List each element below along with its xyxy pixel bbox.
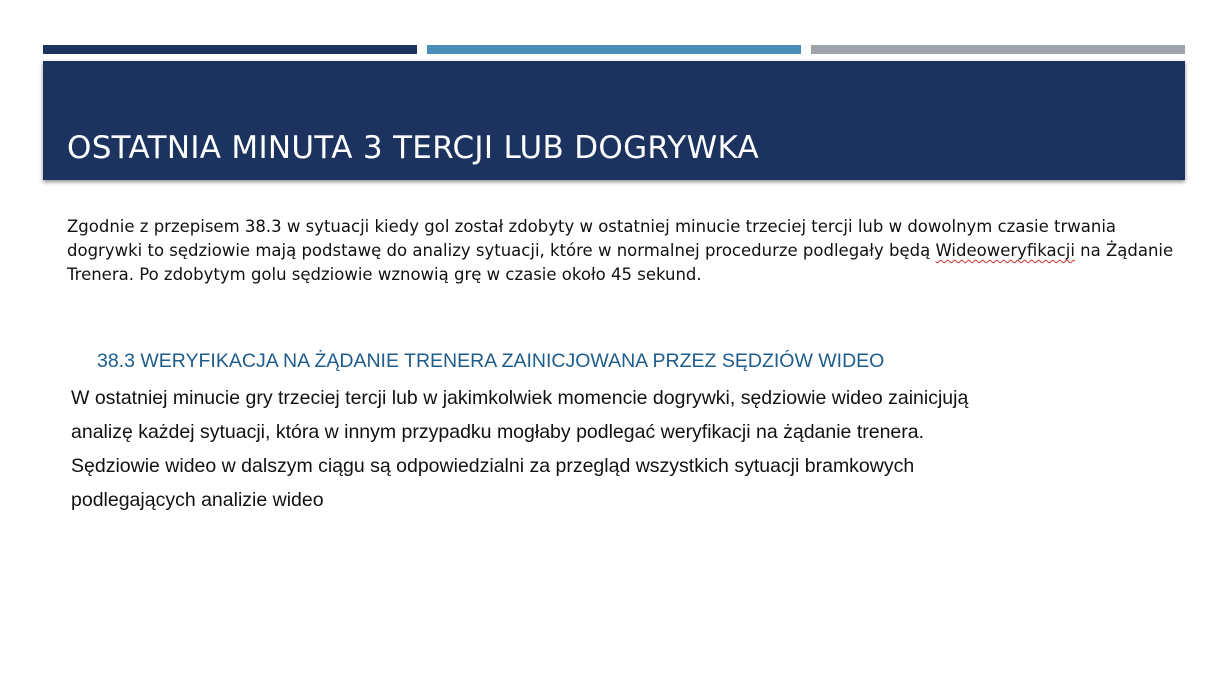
spellcheck-flagged-word: Wideoweryfikacji [935,241,1075,260]
rule-heading: 38.3 WERYFIKACJA NA ŻĄDANIE TRENERA ZAINICJOWANA PRZEZ SĘDZIÓW WIDEO [97,350,885,372]
accent-bar-gray [811,45,1185,54]
accent-bar-navy [43,45,417,54]
rule-paragraph-1: W ostatniej minucie gry trzeciej tercji lub w jakimkolwiek momencie dogrywki, sędziowie wideo zainicjują analizę każdej sytuacji, która w innym przypadku mogłaby podlegać weryfikacji na żądanie trenera. [71,387,969,443]
intro-text-start: Zgodnie z przepisem 38.3 w sytuacji kiedy gol został zdobyty w ostatniej minucie trzeciej tercji lub w dowolnym czasie trwania dogrywki to sędziowie mają podstawę do analizy sytuacji, które w normalnej procedurze podlegały będą [67,217,1117,260]
title-band [43,61,1185,180]
intro-paragraph [67,215,1187,287]
intro-text-end: na Żądanie Trenera. Po zdobytym golu sędziowie wznowią grę w czasie około 45 sekund. [67,241,1174,284]
rule-paragraph-2: Sędziowie wideo w dalszym ciągu są odpowiedzialni za przegląd wszystkich sytuacji bramkowych podlegających analizie wideo [71,455,915,511]
rule-body [71,381,1031,517]
slide-title: OSTATNIA MINUTA 3 TERCJI LUB DOGRYWKA [67,130,760,166]
accent-bar-blue [427,45,801,54]
